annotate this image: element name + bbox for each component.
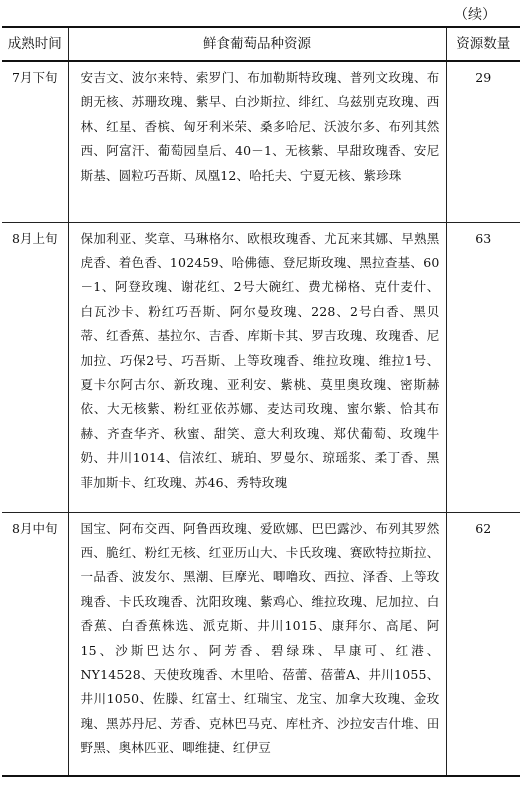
variety-list-cell: 安吉文、波尔来特、索罗门、布加勒斯特玫瑰、普列文玫瑰、布朗无核、苏珊玫瑰、紫早、白沙斯拉、绯红、乌兹别克玫瑰、西林、红星、香槟、匈牙利米荣、桑多哈尼、沃波尔多、布列其然西、阿富汗、葡萄园皇后、40－1、无核紫、早甜玫瑰香、安尼斯基、圆粒巧吾斯、凤凰12、哈托夫、宁夏无核、紫珍珠 bbox=[68, 61, 446, 222]
ripening-period-cell: 8月中旬 bbox=[2, 512, 68, 776]
table-row bbox=[2, 222, 520, 512]
variety-list-cell: 国宝、阿布交西、阿鲁西玫瑰、爱欧娜、巴巴露沙、布列其罗然西、脆红、粉红无核、红亚历山大、卡氏玫瑰、赛欧特拉斯拉、一品香、波发尔、黑潮、巨摩光、唧噜玫、西拉、泽香、上等玫瑰香、卡氏玫瑰香、沈阳玫瑰、紫鸡心、维拉玫瑰、尼加拉、白香蕉、白香蕉株选、派克斯、井川1015、康拜尔、高尾、阿15、沙斯巴达尔、阿芳香、碧绿珠、早康可、红港、NY14528、天使玫瑰香、木里哈、蓓蕾、蓓蕾A、井川1055、井川1050、佐滕、红富士、红瑞宝、龙宝、加拿大玫瑰、金玫瑰、黑苏丹尼、芳香、克林巴马克、库杜齐、沙拉安吉什堆、田野黑、奥林匹亚、唧维捷、红伊豆 bbox=[68, 512, 446, 776]
header-resource-count: 资源数量 bbox=[446, 27, 520, 61]
table-row bbox=[2, 512, 520, 776]
grape-variety-table bbox=[2, 26, 520, 777]
header-ripening-period: 成熟时间 bbox=[2, 27, 68, 61]
resource-count-cell: 29 bbox=[446, 61, 520, 222]
continued-label: （续） bbox=[454, 7, 496, 23]
resource-count-cell: 62 bbox=[446, 512, 520, 776]
ripening-period-cell: 8月上旬 bbox=[2, 222, 68, 512]
variety-list-cell: 保加利亚、奖章、马琳格尔、欧根玫瑰香、尤瓦来其娜、早熟黑虎香、着色香、102459、哈佛德、登尼斯玫瑰、黑拉查基、60－1、阿登玫瑰、谢花红、2号大碗红、费尤梯格、克什麦什、白瓦沙卡、粉红巧吾斯、阿尔曼玫瑰、228、2号白香、黑贝蒂、红香蕉、基拉尔、吉香、库斯卡其、罗吉玫瑰、玫瑰香、尼加拉、巧保2号、巧吾斯、上等玫瑰香、维拉玫瑰、维拉1号、夏卡尔阿古尔、新玫瑰、亚利安、紫桃、莫里奥玫瑰、密斯赫依、大无核紫、粉红亚依苏娜、麦达司玫瑰、蜜尔紫、恰其布赫、齐查华齐、秋蜜、甜笑、意大利玫瑰、郑伏葡萄、玫瑰牛奶、井川1014、信浓红、琥珀、罗曼尔、琼瑶浆、柔丁香、黑菲加斯卡、红玫瑰、苏46、秀特玫瑰 bbox=[68, 222, 446, 512]
ripening-period-cell: 7月下旬 bbox=[2, 61, 68, 222]
table-header-row bbox=[2, 27, 520, 61]
table-row bbox=[2, 61, 520, 222]
resource-count-cell: 63 bbox=[446, 222, 520, 512]
header-variety-resources: 鲜食葡萄品种资源 bbox=[68, 27, 446, 61]
